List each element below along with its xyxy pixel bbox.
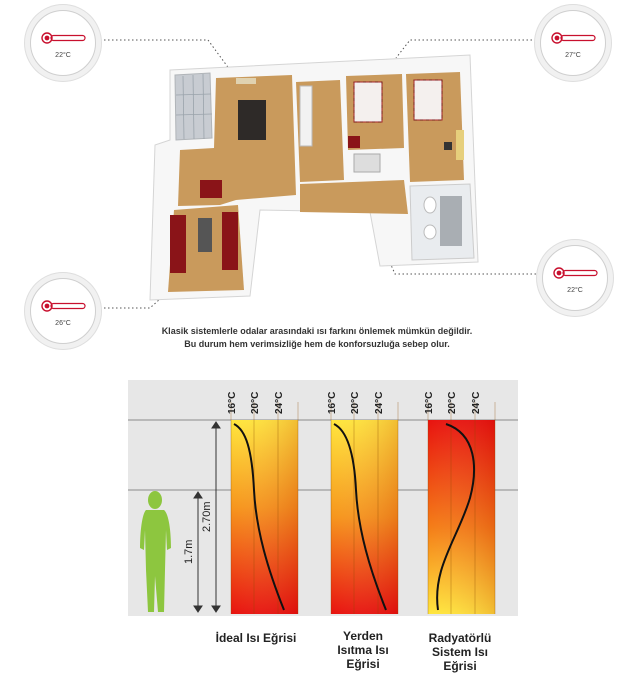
label-radiator-line-3: Eğrisi — [443, 659, 477, 673]
label-radiator-line-2: Sistem Isı — [431, 645, 489, 659]
thermometer-bottom-right — [542, 245, 608, 311]
tick-24-b: 24°C — [374, 391, 385, 414]
temperature-label: 22°C — [55, 52, 71, 59]
label-ideal-curve — [196, 631, 316, 645]
label-ideal-line-1: İdeal Isı Eğrisi — [215, 631, 297, 645]
temperature-label: 26°C — [55, 320, 71, 327]
caption — [0, 325, 634, 351]
tick-20-c: 20°C — [447, 391, 458, 414]
tick-16-a: 16°C — [227, 391, 238, 414]
caption-line-2: Bu durum hem verimsizliğe hem de konforsuzluğa sebep olur. — [184, 339, 450, 349]
label-underfloor-line-1: Yerden — [342, 629, 384, 643]
strip-radiator — [428, 402, 495, 614]
tick-16-c: 16°C — [424, 391, 435, 414]
thermometer-top-left — [30, 10, 96, 76]
floor-plan — [0, 0, 634, 330]
thermometer-icon — [41, 300, 87, 312]
thermometer-icon — [551, 32, 597, 44]
tick-24-a: 24°C — [274, 391, 285, 414]
tick-20-a: 20°C — [250, 391, 261, 414]
coffee-table — [198, 218, 212, 252]
strip-ideal — [231, 402, 298, 614]
thermometer-top-right — [540, 10, 606, 76]
heat-profile-svg — [128, 380, 518, 616]
label-underfloor-line-2: Isıtma Isı — [337, 643, 389, 657]
caption-line-1: Klasik sistemlerle odalar arasındaki ısı farkını önlemek mümkün değildir. — [161, 326, 473, 336]
thermometer-icon — [41, 32, 87, 44]
thermometer-icon — [553, 267, 599, 279]
tick-16-b: 16°C — [327, 391, 338, 414]
tick-20-b: 20°C — [350, 391, 361, 414]
dining-table — [238, 100, 266, 140]
label-underfloor-line-3: Eğrisi — [346, 657, 380, 671]
strip-underfloor — [331, 402, 398, 614]
label-radiator-line-1: Radyatörlü — [428, 631, 492, 645]
label-underfloor-curve — [318, 629, 408, 671]
sofa-right — [222, 212, 238, 270]
tick-24-c: 24°C — [471, 391, 482, 414]
label-radiator-curve — [410, 631, 510, 673]
height-label-17: 1.7m — [183, 539, 195, 564]
temperature-ticks — [227, 392, 482, 414]
armchair — [200, 180, 222, 198]
sofa-left — [170, 215, 186, 273]
person-figure — [140, 491, 171, 612]
heat-profile-chart — [128, 380, 518, 616]
height-label-270: 2.70m — [201, 501, 213, 532]
temperature-label: 22°C — [567, 287, 583, 294]
temperature-label: 27°C — [565, 52, 581, 59]
